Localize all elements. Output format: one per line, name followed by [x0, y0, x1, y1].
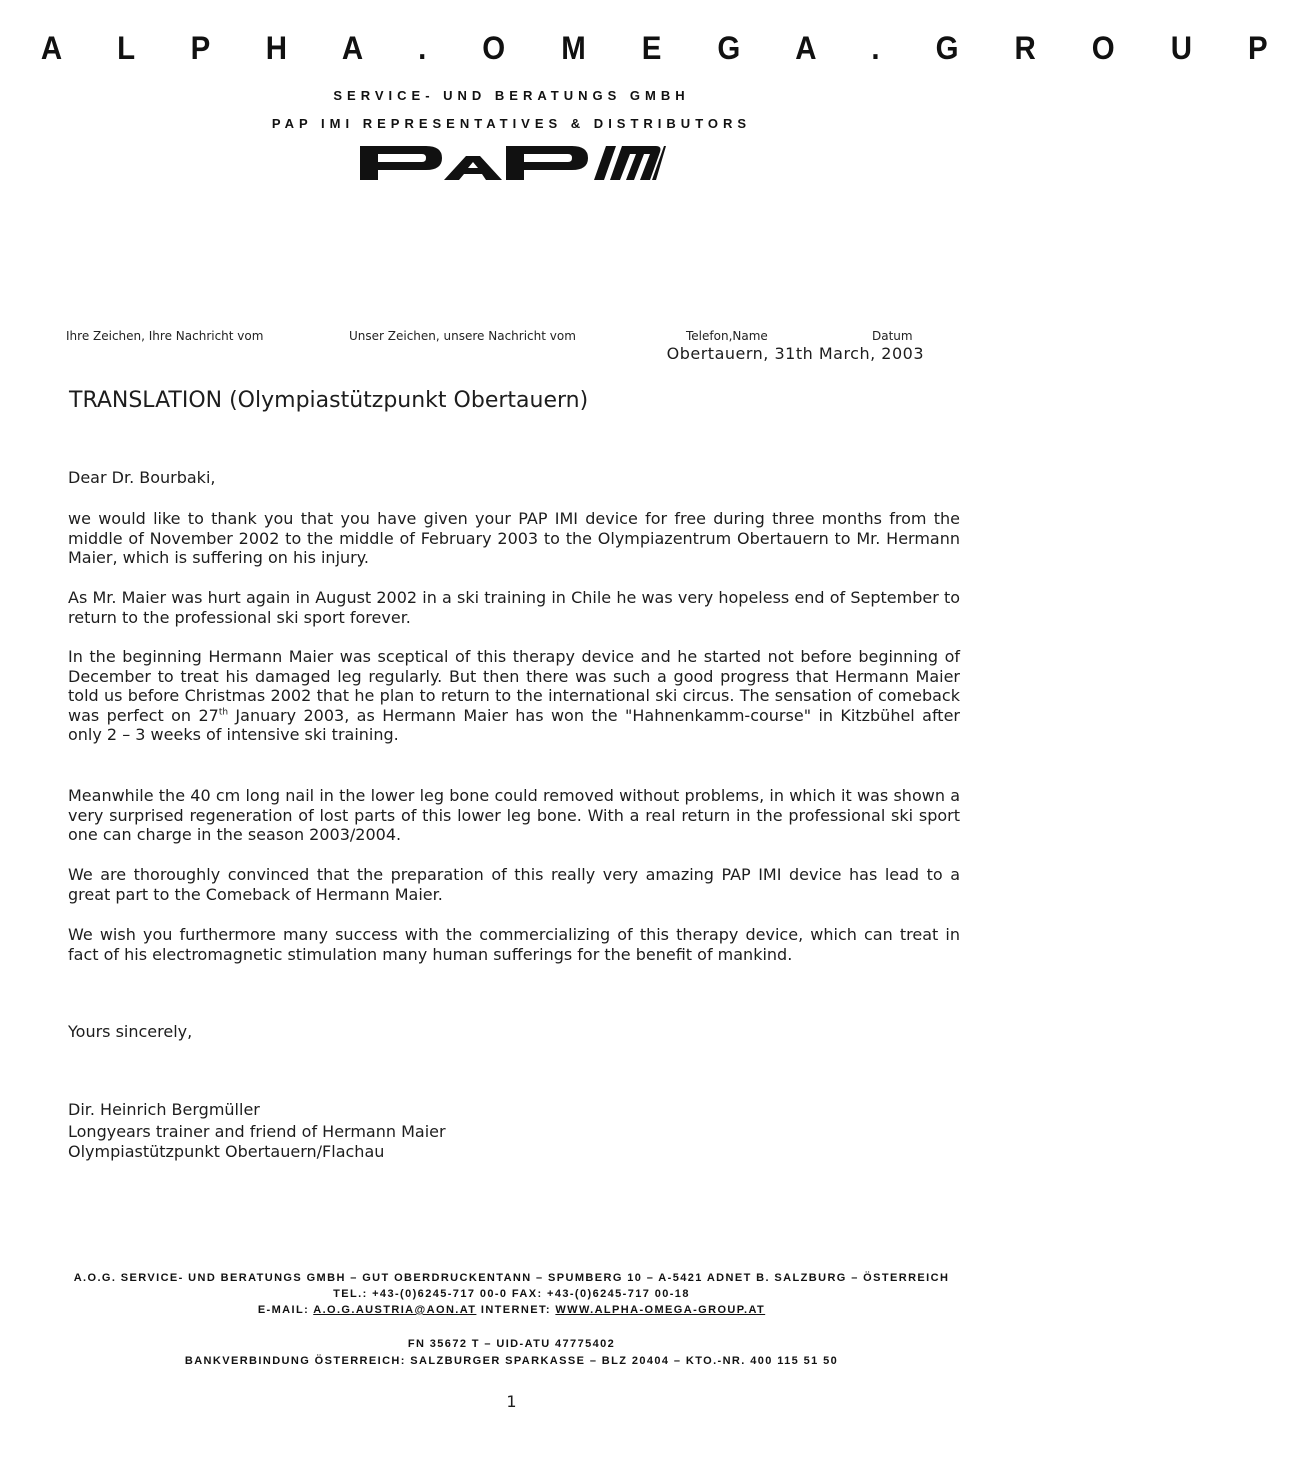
ordinal-suffix: th	[218, 707, 229, 718]
salutation: Dear Dr. Bourbaki,	[68, 468, 216, 487]
paragraph-6: We wish you furthermore many success with the commercializing of this therapy device, which can treat in fact of his electromagnetic stimulation many human sufferings for the benefit of mankind.	[68, 925, 960, 964]
footer-contact	[0, 1304, 1023, 1316]
date-label: Datum	[872, 329, 913, 343]
company-subtitle: SERVICE- UND BERATUNGS GMBH	[333, 88, 690, 103]
signature-organization: Olympiastützpunkt Obertauern/Flachau	[68, 1142, 385, 1161]
footer-website-link[interactable]: WWW.ALPHA-OMEGA-GROUP.AT	[555, 1304, 766, 1316]
footer-email-link[interactable]: A.O.G.AUSTRIA@AON.AT	[313, 1304, 477, 1316]
footer-address: A.O.G. SERVICE- UND BERATUNGS GMBH – GUT OBERDRUCKENTANN – SPUMBERG 10 – A-5421 ADNET B. SALZBURG – ÖSTERREICH	[73, 1272, 950, 1284]
signature-name: Dir. Heinrich Bergmüller	[68, 1100, 260, 1119]
our-reference-label: Unser Zeichen, unsere Nachricht vom	[349, 329, 576, 343]
footer-phone-fax: TEL.: +43-(0)6245-717 00-0 FAX: +43-(0)6245-717 00-18	[333, 1288, 690, 1300]
footer-email-label: E-MAIL:	[257, 1304, 314, 1316]
company-name: A L P H A . O M E G A . G R O U P	[40, 30, 1292, 66]
footer-internet-label: INTERNET:	[476, 1304, 556, 1316]
document-title: TRANSLATION (Olympiastützpunkt Obertauern)	[69, 388, 589, 413]
paragraph-3-part-2: January 2003, as Hermann Maier has won the "Hahnenkamm-course" in Kitzbühel after only 2 – 3 weeks of intensive ski training.	[68, 705, 960, 745]
page-number: 1	[506, 1392, 517, 1411]
paragraph-3	[68, 647, 960, 745]
paragraph-3-part-1: In the beginning Hermann Maier was sceptical of this therapy device and he started not before beginning of December to treat his damaged leg regularly. But then there was such a good progress that Hermann Maier told us before Christmas 2002 that he plan to return to the international ski circus. The sensation of comeback was perfect on 27	[68, 647, 960, 725]
signature-role: Longyears trainer and friend of Hermann Maier	[68, 1122, 446, 1141]
paragraph-4: Meanwhile the 40 cm long nail in the lower leg bone could removed without problems, in which it was shown a very surprised regeneration of lost parts of this lower leg bone. With a real return in the professional ski sport one can charge in the season 2003/2004.	[68, 786, 960, 845]
footer-bank-details: BANKVERBINDUNG ÖSTERREICH: SALZBURGER SPARKASSE – BLZ 20404 – KTO.-NR. 400 115 51 50	[184, 1355, 839, 1367]
closing: Yours sincerely,	[68, 1022, 193, 1041]
pap-imi-logo	[356, 140, 666, 186]
paragraph-2: As Mr. Maier was hurt again in August 2002 in a ski training in Chile he was very hopeless end of September to return to the professional ski sport forever.	[68, 588, 960, 627]
date-value: Obertauern, 31th March, 2003	[666, 344, 924, 363]
your-reference-label: Ihre Zeichen, Ihre Nachricht vom	[66, 329, 264, 343]
paragraph-1: we would like to thank you that you have given your PAP IMI device for free during three months from the middle of November 2002 to the middle of February 2003 to the Olympiazentrum Obertauern to Mr. Hermann Maier, which is suffering on his injury.	[68, 509, 960, 568]
company-tagline: PAP IMI REPRESENTATIVES & DISTRIBUTORS	[271, 116, 752, 131]
phone-name-label: Telefon,Name	[686, 329, 768, 343]
paragraph-5: We are thoroughly convinced that the preparation of this really very amazing PAP IMI device has lead to a great part to the Comeback of Hermann Maier.	[68, 865, 960, 904]
footer-registration: FN 35672 T – UID-ATU 47775402	[407, 1338, 616, 1350]
